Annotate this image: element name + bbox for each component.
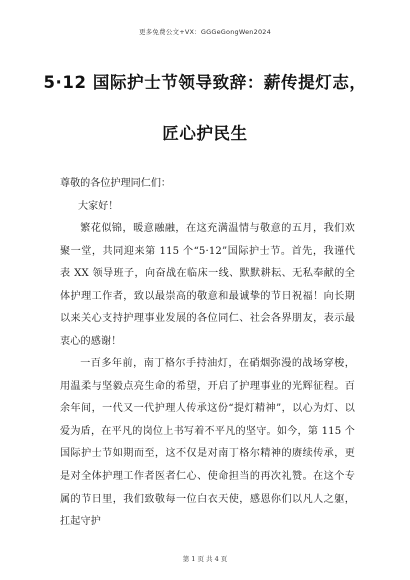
document-title-line-2: 匠心护民生 [162, 124, 248, 143]
salutation: 尊敬的各位护理同仁们： [60, 178, 172, 189]
page-footer: 第 1 页 共 4 页 [182, 555, 228, 563]
greeting: 大家好！ [78, 201, 119, 212]
paragraph-2-block [60, 353, 355, 534]
paragraph-1-block [60, 218, 355, 354]
page-header: 更多免费公文+VX：GGGeGongWen2024 [139, 28, 271, 36]
paragraph: 繁花似锦，暖意融融，在这充满温情与敬意的五月，我们欢聚一堂，共同迎来第 115 个“5·12”国际护士节。首先，我谨代表 XX 领导班子，向奋战在临床一线、默默耕耘、无私奉献的全体护理工作者，致以最崇高的敬意和最诚挚的节日祝福！向长期以来关心支持护理事业发展的各位同仁、社会各界朋友，表示最衷心的感谢！ [60, 223, 355, 347]
paragraph: 一百多年前，南丁格尔手持油灯，在硝烟弥漫的战场穿梭，用温柔与坚毅点亮生命的希望，开启了护理事业的光辉征程。百余年间，一代又一代护理人传承这份“提灯精神”，以心为灯、以爱为盾，在平凡的岗位上书写着不平凡的坚守。如今，第 115 个国际护士节如期而至，这不仅是对南丁格尔精神的赓续传承，更是对全体护理工作者医者仁心、使命担当的再次礼赞。在这个专属的节日里，我们致敬每一位白衣天使，感恩你们以凡人之躯，扛起守护 [60, 358, 355, 528]
document-title-line-1: 5·12 国际护士节领导致辞：薪传提灯志， [43, 73, 367, 92]
